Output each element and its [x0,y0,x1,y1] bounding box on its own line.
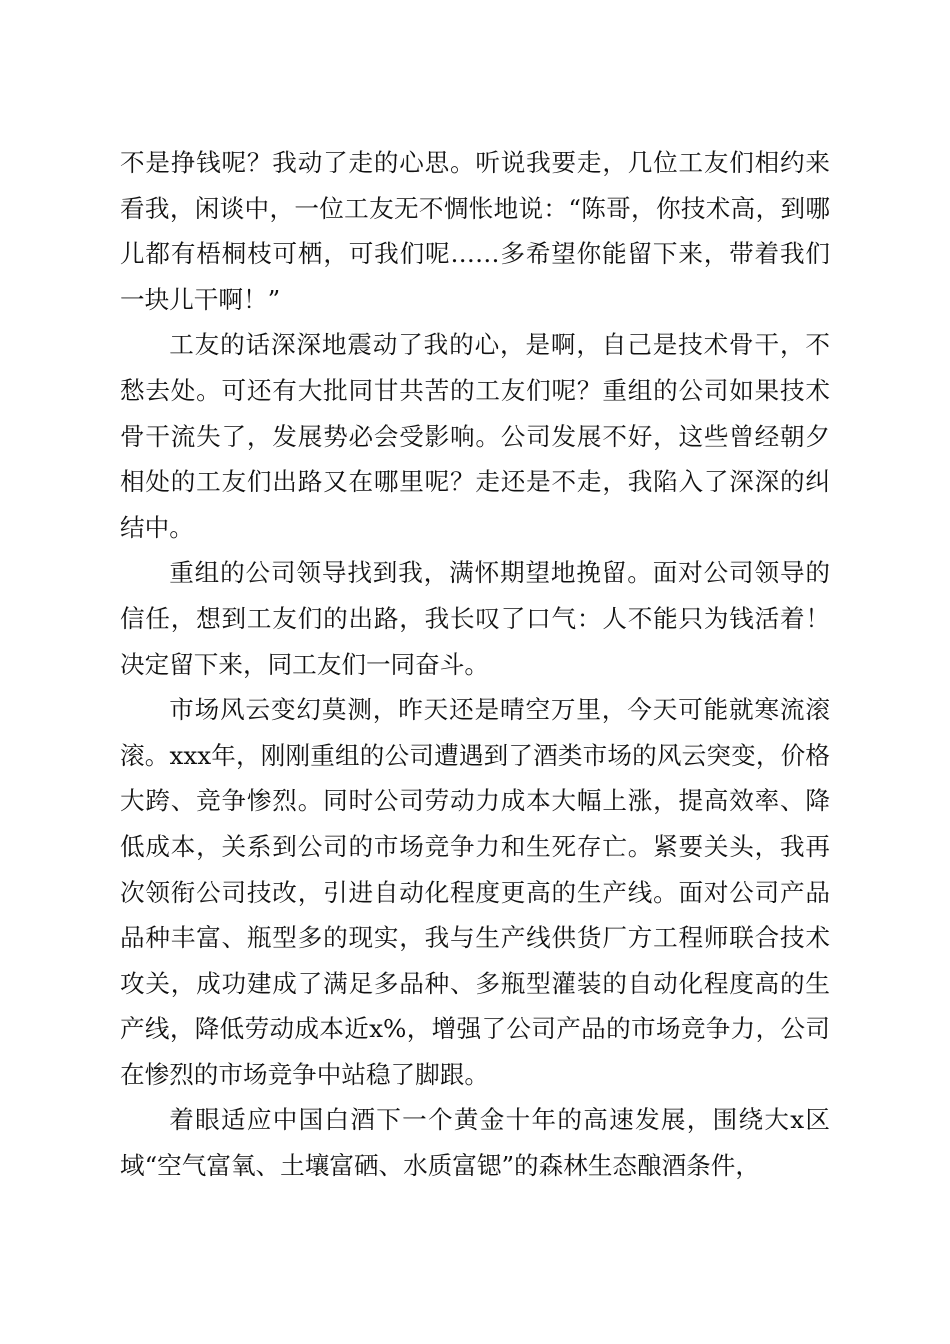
paragraph-4: 市场风云变幻莫测，昨天还是晴空万里，今天可能就寒流滚滚。xxx年，刚刚重组的公司遭遇到了酒类市场的风云突变，价格大跨、竞争惨烈。同时公司劳动力成本大幅上涨，提高效率、降低成本，关系到公司的市场竞争力和生死存亡。紧要关头，我再次领衔公司技改，引进自动化程度更高的生产线。面对公司产品品种丰富、瓶型多的现实，我与生产线供货厂方工程师联合技术攻关，成功建成了满足多品种、多瓶型灌装的自动化程度高的生产线，降低劳动成本近x%，增强了公司产品的市场竞争力，公司在惨烈的市场竞争中站稳了脚跟。 [120,695,830,1089]
paragraph-2: 工友的话深深地震动了我的心，是啊，自己是技术骨干，不愁去处。可还有大批同甘共苦的工友们呢？重组的公司如果技术骨干流失了，发展势必会受影响。公司发展不好，这些曾经朝夕相处的工友们出路又在哪里呢？走还是不走，我陷入了深深的纠结中。 [120,330,830,542]
paragraph-3: 重组的公司领导找到我，满怀期望地挽留。面对公司领导的信任，想到工友们的出路，我长叹了口气：人不能只为钱活着！决定留下来，同工友们一同奋斗。 [120,558,830,679]
paragraph-1: 不是挣钱呢？我动了走的心思。听说我要走，几位工友们相约来看我，闲谈中，一位工友无不惆怅地说：“陈哥，你技术高，到哪儿都有梧桐枝可栖，可我们呢……多希望你能留下来，带着我们一块儿干啊！” [120,148,830,314]
paragraph-5: 着眼适应中国白酒下一个黄金十年的高速发展，围绕大x区域“空气富氧、土壤富硒、水质富锶”的森林生态酿酒条件， [120,1105,830,1181]
document-body [120,140,830,1189]
